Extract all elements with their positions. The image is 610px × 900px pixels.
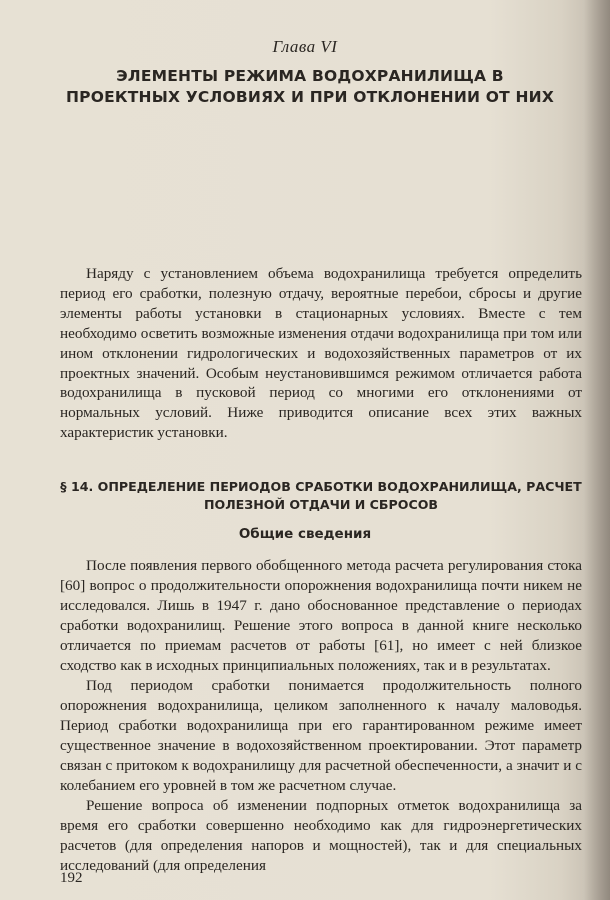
page-edge-shadow [584,0,610,900]
page-number: 192 [60,870,83,886]
body-paragraph: Решение вопроса об изменении подпорных отметок водохранилища за время его сработки совершенно необходимо как для гидроэнергетических расчетов (для определения напоров и мощностей), так и для специальных исследований (для определения [60,797,582,874]
subsection-title: Общие сведения [238,526,372,542]
body-paragraph: После появления первого обобщенного метода расчета регулирования стока [60] вопрос о продолжительности опорожнения водохранилища почти никем не исследовался. Лишь в 1947 г. дано обоснованное представление о периодах сработки водохранилищ. Решение этого вопроса в данной книге несколько отличается по приемам расчетов от работы [61], но имеет с ней близкое сходство как в исходных принципиальных положениях, так и в результатах. [60,557,582,674]
body-paragraph: Под периодом сработки понимается продолжительность полного опорожнения водохранилища, целиком заполненного к началу маловодья. Период сработки водохранилища при его гарантированном режиме имеет существенное значение в водохозяйственном проектировании. Этот параметр связан с притоком к водохранилищу для расчетной обеспеченности, а значит и с колебанием его уровней в том же расчетном случае. [60,677,582,794]
chapter-label: Глава VI [272,37,338,56]
section-title: § 14. ОПРЕДЕЛЕНИЕ ПЕРИОДОВ СРАБОТКИ ВОДОХРАНИЛИЩА, РАСЧЕТ ПОЛЕЗНОЙ ОТДАЧИ И СБРОСОВ [60,479,582,512]
chapter-title: ЭЛЕМЕНТЫ РЕЖИМА ВОДОХРАНИЛИЩА В ПРОЕКТНЫХ УСЛОВИЯХ И ПРИ ОТКЛОНЕНИИ ОТ НИХ [65,67,554,106]
intro-paragraph: Наряду с установлением объема водохранилища требуется определить период его сработки, полезную отдачу, вероятные перебои, сбросы и другие элементы работы установки в стационарных условиях. Вместе с тем необходимо осветить возможные изменения отдачи водохранилища при том или ином отклонении гидрологических и водохозяйственных параметров от их проектных значений. Особым неустановившимся режимом отличается работа водохранилища в пусковой период со многими его отклонениями от нормальных условий. Ниже приводится описание всех этих важных характеристик установки. [60,265,582,442]
